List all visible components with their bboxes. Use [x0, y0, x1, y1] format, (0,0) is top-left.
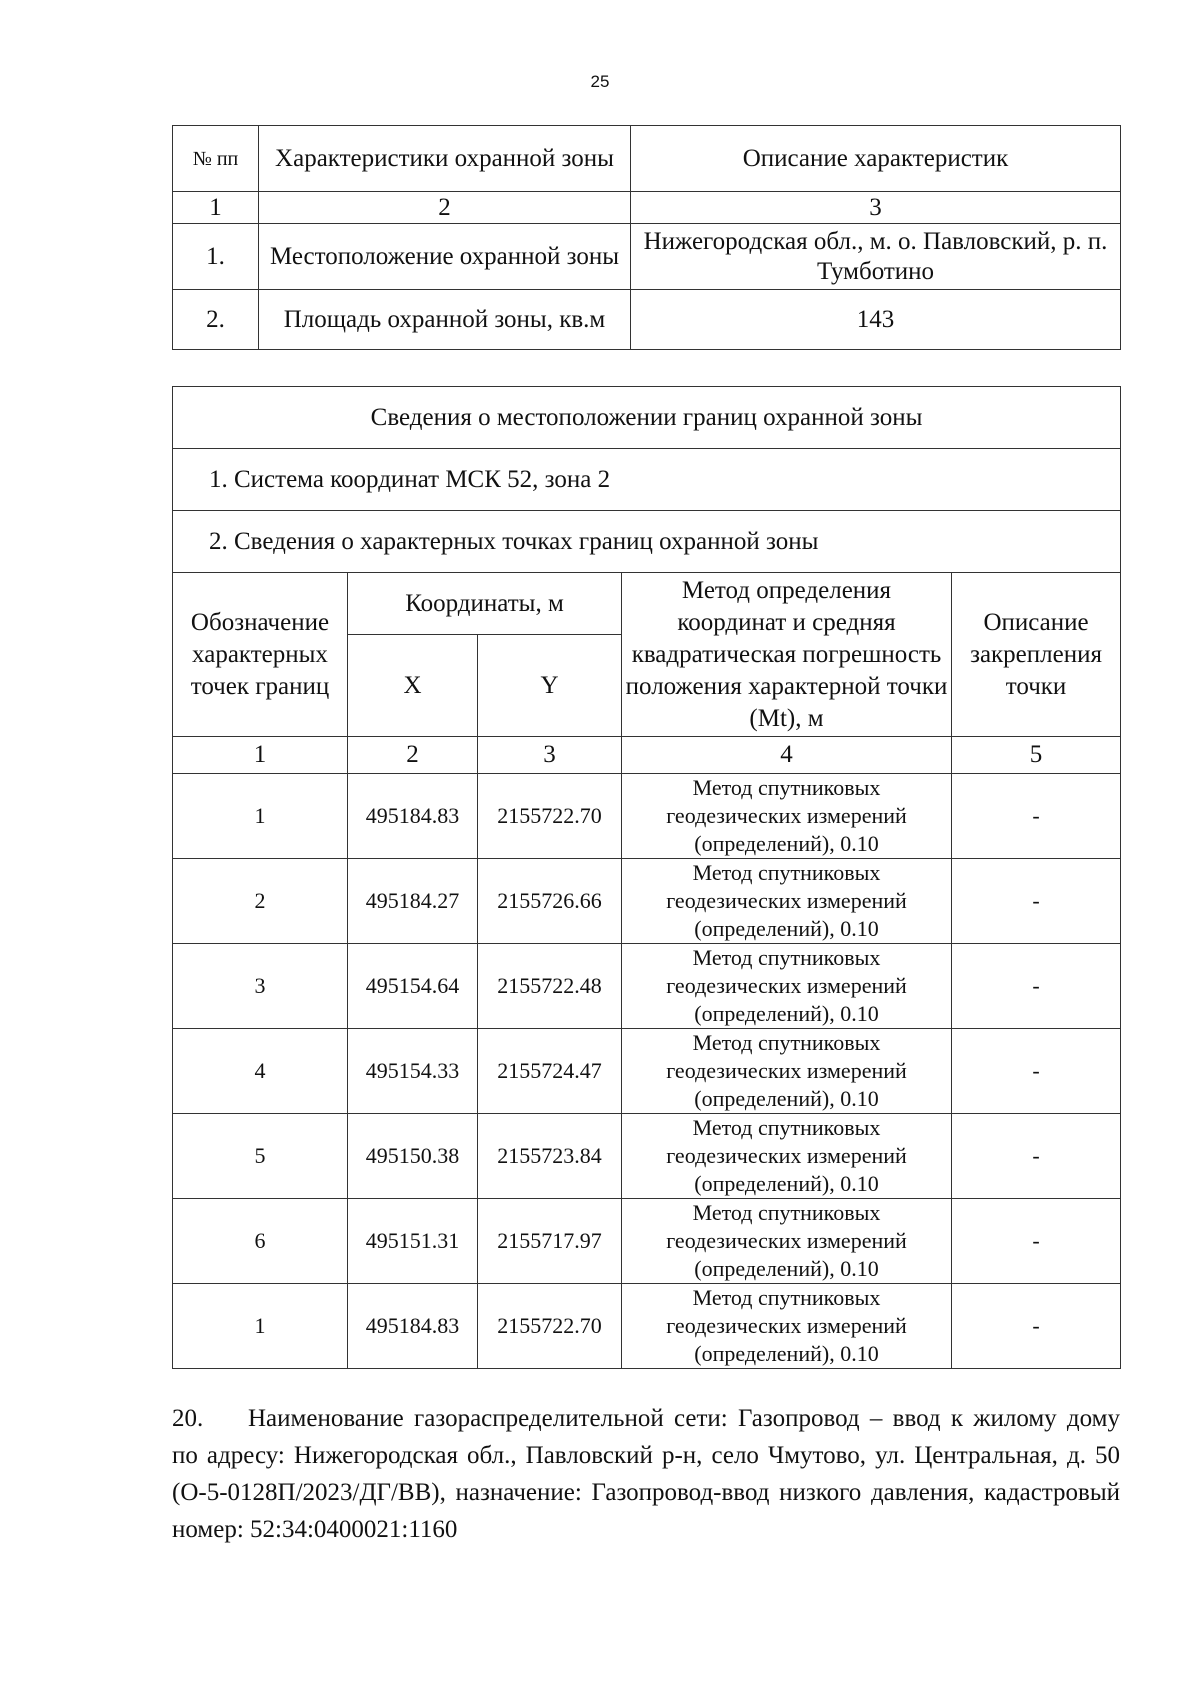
fixing-cell: -: [952, 1114, 1121, 1199]
fixing-cell: -: [952, 1029, 1121, 1114]
points-title-row: [173, 511, 1121, 573]
point-number: 4: [173, 1029, 348, 1114]
table-row: [173, 1114, 1121, 1199]
method-cell: Метод спутниковых геодезических измерений (определений), 0.10: [622, 1284, 952, 1369]
header-y: Y: [478, 635, 622, 737]
coord-y: 2155722.48: [478, 944, 622, 1029]
page-number: 25: [590, 72, 610, 91]
header-designation: Обозначение характерных точек границ: [173, 573, 348, 737]
table-index-row: [173, 737, 1121, 774]
table-index-row: [173, 192, 1121, 224]
index-cell: 1: [173, 192, 259, 224]
row-label: Площадь охранной зоны, кв.м: [259, 290, 631, 350]
fixing-cell: -: [952, 1199, 1121, 1284]
points-title: 2. Сведения о характерных точках границ охранной зоны: [173, 511, 1121, 573]
coord-y: 2155722.70: [478, 774, 622, 859]
row-label: Местоположение охранной зоны: [259, 224, 631, 290]
index-cell: 3: [478, 737, 622, 774]
method-cell: Метод спутниковых геодезических измерений (определений), 0.10: [622, 1029, 952, 1114]
coordinate-system-row: [173, 449, 1121, 511]
table-title-row: [173, 387, 1121, 449]
method-cell: Метод спутниковых геодезических измерений (определений), 0.10: [622, 774, 952, 859]
header-coordinates: Координаты, м: [348, 573, 622, 635]
point-number: 2: [173, 859, 348, 944]
coord-x: 495184.27: [348, 859, 478, 944]
coord-y: 2155722.70: [478, 1284, 622, 1369]
point-rows: [173, 774, 1121, 1369]
method-cell: Метод спутниковых геодезических измерений (определений), 0.10: [622, 1114, 952, 1199]
table-row: [173, 774, 1121, 859]
table-row: [173, 1199, 1121, 1284]
coord-x: 495184.83: [348, 1284, 478, 1369]
table-title: Сведения о местоположении границ охранной зоны: [173, 387, 1121, 449]
point-number: 1: [173, 1284, 348, 1369]
zone-characteristics-table: [172, 125, 1121, 350]
section-text: Наименование газораспределительной сети: Газопровод – ввод к жилому дому по адресу: Нижегородская обл., Павловский р-н, село Чмутово, ул. Центральная, д. 50 (О-5-0128П/2023/ДГ/ВВ), назначение: Газопровод-ввод низкого давления, кадастровый номер: 52:34:0400021:1160: [172, 1405, 1120, 1543]
table-row: [173, 1029, 1121, 1114]
fixing-cell: -: [952, 774, 1121, 859]
coord-x: 495154.64: [348, 944, 478, 1029]
table-row: [173, 859, 1121, 944]
coord-y: 2155723.84: [478, 1114, 622, 1199]
coord-x: 495150.38: [348, 1114, 478, 1199]
coord-x: 495154.33: [348, 1029, 478, 1114]
row-value: 143: [631, 290, 1121, 350]
header-cell: № пп: [173, 126, 259, 192]
table-row: [173, 1284, 1121, 1369]
header-x: X: [348, 635, 478, 737]
row-value: Нижегородская обл., м. о. Павловский, р. п. Тумботино: [631, 224, 1121, 290]
table-header-row: [173, 126, 1121, 192]
coord-x: 495151.31: [348, 1199, 478, 1284]
index-cell: 2: [348, 737, 478, 774]
point-number: 1: [173, 774, 348, 859]
section-paragraph: [172, 1400, 1120, 1548]
row-number: 2.: [173, 290, 259, 350]
coord-x: 495184.83: [348, 774, 478, 859]
header-fixing: Описание закрепления точки: [952, 573, 1121, 737]
point-number: 6: [173, 1199, 348, 1284]
coord-y: 2155717.97: [478, 1199, 622, 1284]
point-number: 3: [173, 944, 348, 1029]
coord-y: 2155726.66: [478, 859, 622, 944]
coordinate-system: 1. Система координат МСК 52, зона 2: [173, 449, 1121, 511]
index-cell: 3: [631, 192, 1121, 224]
index-cell: 4: [622, 737, 952, 774]
row-number: 1.: [173, 224, 259, 290]
index-cell: 2: [259, 192, 631, 224]
table-row: [173, 944, 1121, 1029]
coord-y: 2155724.47: [478, 1029, 622, 1114]
index-cell: 5: [952, 737, 1121, 774]
header-cell: Характеристики охранной зоны: [259, 126, 631, 192]
header-cell: Описание характеристик: [631, 126, 1121, 192]
table-row: [173, 290, 1121, 350]
header-method: Метод определения координат и средняя квадратическая погрешность положения характерной точки (Mt), м: [622, 573, 952, 737]
section-number: 20.: [172, 1405, 204, 1432]
table-row: [173, 224, 1121, 290]
fixing-cell: -: [952, 1284, 1121, 1369]
index-cell: 1: [173, 737, 348, 774]
fixing-cell: -: [952, 859, 1121, 944]
point-number: 5: [173, 1114, 348, 1199]
method-cell: Метод спутниковых геодезических измерений (определений), 0.10: [622, 944, 952, 1029]
table-header-row: [173, 573, 1121, 635]
method-cell: Метод спутниковых геодезических измерений (определений), 0.10: [622, 859, 952, 944]
fixing-cell: -: [952, 944, 1121, 1029]
method-cell: Метод спутниковых геодезических измерений (определений), 0.10: [622, 1199, 952, 1284]
boundary-points-table: [172, 386, 1121, 1369]
